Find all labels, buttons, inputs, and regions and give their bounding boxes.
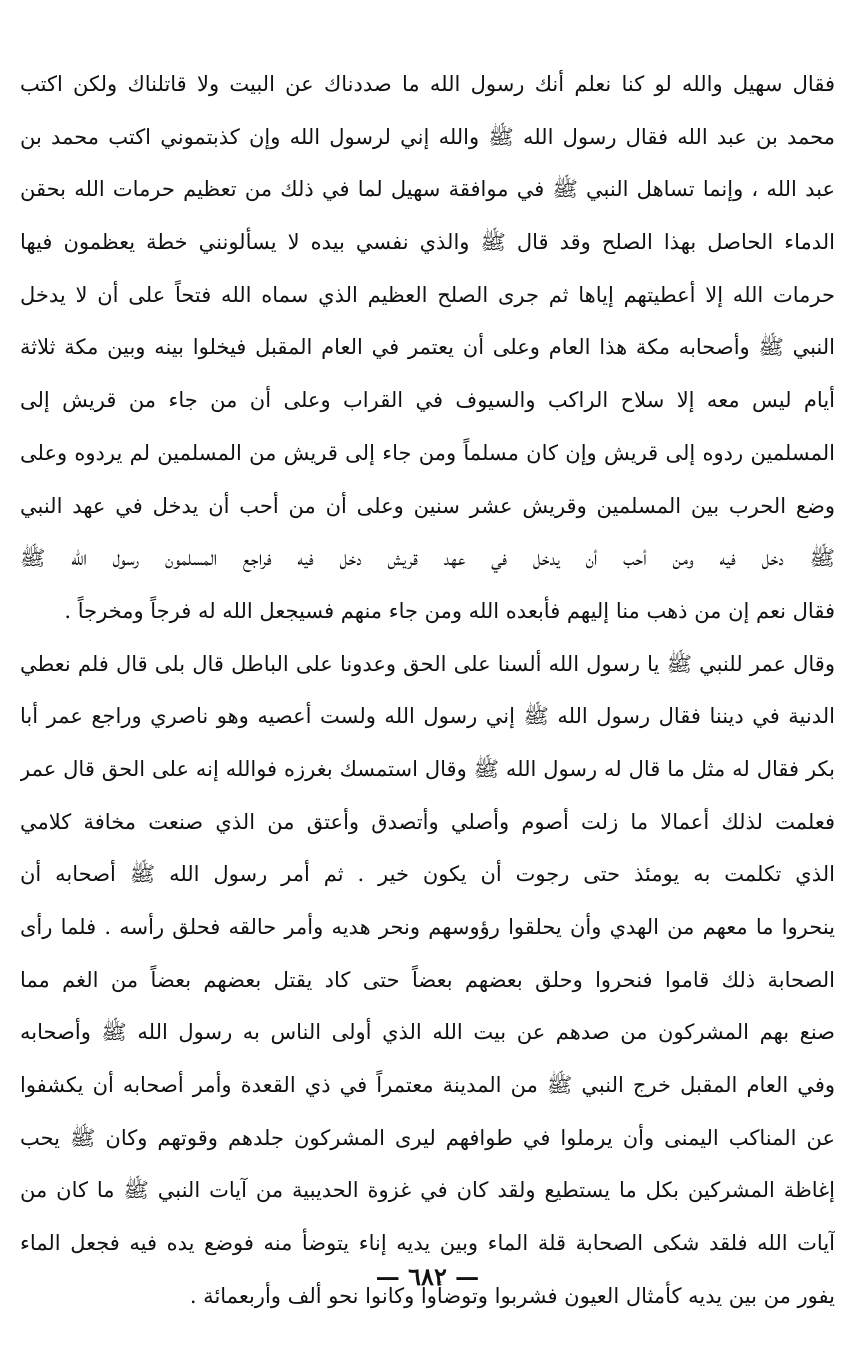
text-line: ينحروا ما معهم من الهدي وأن يحلقوا رؤوسهم ونحر هديه وأمر حالقه فحلق رأسه . فلما رأى <box>20 915 835 939</box>
text-line: وفي العام المقبل خرج النبي ﷺ من المدينة معتمراً في ذي القعدة وأمر أصحابه أن يكشفوا <box>20 1073 835 1098</box>
page-number: — ٦٨٢ — <box>375 1262 480 1291</box>
text-line: عبد الله ، وإنما تساهل النبي ﷺ في موافقة سهيل لما في ذلك من تعظيم حرمات الله بحقن <box>20 177 835 202</box>
text-line: آيات الله فلقد شكى الصحابة قلة الماء وبين يديه إناء يتوضأ منه فوضع يده فيه فجعل الماء <box>20 1231 835 1256</box>
text-line: فقال نعم إن من ذهب منا إليهم فأبعده الله ومن جاء منهم فسيجعل الله له فرجاً ومخرجاً . <box>64 598 835 623</box>
text-line: النبي ﷺ وأصحابه مكة هذا العام وعلى أن يعتمر في العام المقبل فيخلوا بينه وبين مكة ثلاثة <box>20 335 835 360</box>
text-line: الدنية في ديننا فقال رسول الله ﷺ إني رسول الله ولست أعصيه وهو ناصري وراجع عمر أبا <box>20 704 835 729</box>
text-line: يفور من بين يديه كأمثال العيون فشربوا وتوضأوا وكانوا نحو ألف وأربعمائة . <box>189 1283 835 1308</box>
text-line: الذي تكلمت به يومئذ حتى رجوت أن يكون خير . ثم أمر رسول الله ﷺ أصحابه أن <box>20 862 835 887</box>
text-line: وضع الحرب بين المسلمين وقريش عشر سنين وعلى أن من أحب أن يدخل في عهد النبي <box>20 493 835 518</box>
text-line: وقال عمر للنبي ﷺ يا رسول الله ألسنا على الحق وعدونا على الباطل قال بلى قال فلم نعطي <box>20 651 835 676</box>
text-line: المسلمين ردوه إلى قريش وإن كان مسلماً ومن جاء إلى قريش من المسلمين لم يردوه وعلى <box>20 440 835 465</box>
text-line: فقال سهيل والله لو كنا نعلم أنك رسول الله ما صددناك عن البيت ولا قاتلناك ولكن اكتب <box>20 72 835 96</box>
text-line: محمد بن عبد الله فقال رسول الله ﷺ والله إني لرسول الله وإن كذبتموني اكتب محمد بن <box>20 124 835 149</box>
text-line: بكر فقال له مثل ما قال له رسول الله ﷺ وقال استمسك بغرزه فوالله إنه على الحق قال عمر <box>20 756 835 781</box>
text-line: الصحابة ذلك قاموا فنحروا وحلق بعضهم بعضاً حتى كاد يقتل بعضهم بعضاً من الغم مما <box>20 967 835 992</box>
text-line: صنع بهم المشركون من صدهم عن بيت الله الذي أولى الناس به رسول الله ﷺ وأصحابه <box>20 1020 835 1045</box>
page-body-text <box>20 58 835 1323</box>
text-line: إغاظة المشركين بكل ما يستطيع ولقد كان في غزوة الحديبية من آيات النبي ﷺ ما كان من <box>20 1178 835 1203</box>
text-line: حرمات الله إلا أعطيتهم إياها ثم جرى الصلح العظيم الذي سماه الله فتحاً على أن لا يدخل <box>20 282 835 307</box>
text-line: عن المناكب اليمنى وأن يرملوا في طوافهم ليرى المشركون جلدهم وقوتهم وكان ﷺ يحب <box>20 1125 835 1150</box>
text-line: أيام ليس معه إلا سلاح الراكب والسيوف في القراب وعلى أن من جاء من قريش إلى <box>20 388 835 413</box>
text-line: ﷺ دخل فيه ومن أحب أن يدخل في عهد قريش دخل فيه فراجع المسلمون رسول الله ﷺ <box>20 546 835 571</box>
text-line: الدماء الحاصل بهذا الصلح وقد قال ﷺ والذي نفسي بيده لا يسألونني خطة يعظمون فيها <box>20 230 835 255</box>
text-line: فعلمت لذلك أعمالا ما زلت أصوم وأصلي وأتصدق وأعتق من الذي صنعت مخافة كلامي <box>20 809 835 834</box>
